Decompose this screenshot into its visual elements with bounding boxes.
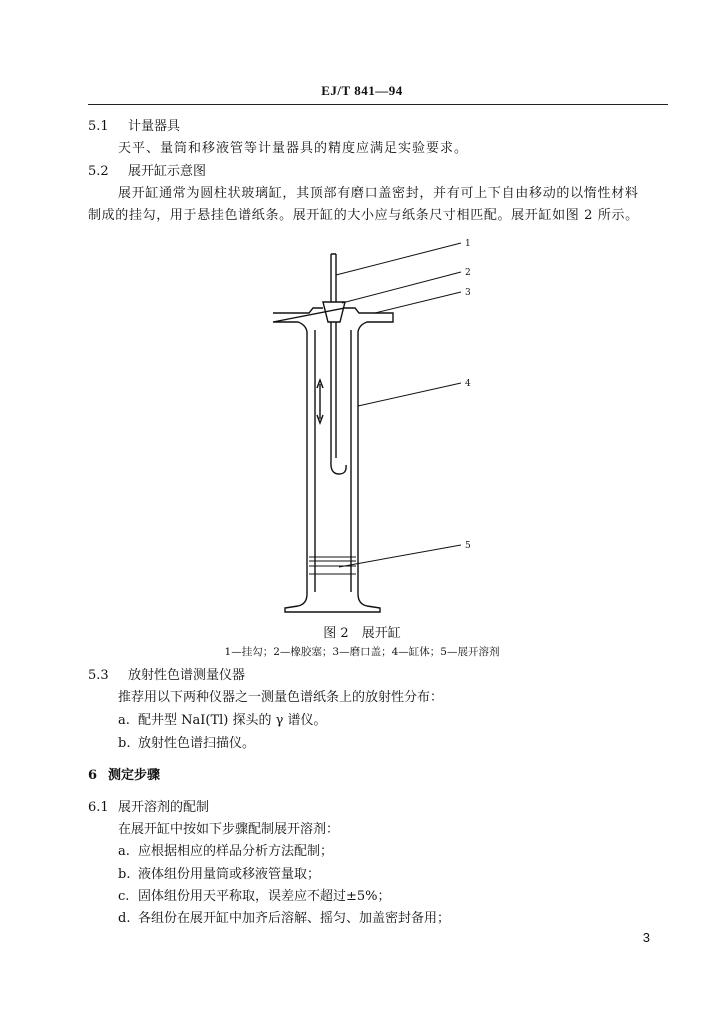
section-title: 展开缸示意图 bbox=[128, 164, 207, 179]
section-number: 5.3 bbox=[88, 668, 109, 683]
list-item bbox=[118, 713, 327, 729]
section-5-3-intro: 推荐用以下两种仪器之一测量色谱纸条上的放射性分布： bbox=[118, 690, 444, 705]
section-number: 5.1 bbox=[88, 119, 109, 134]
developing-tank-figure bbox=[255, 234, 495, 614]
up-down-arrow bbox=[317, 380, 323, 423]
section-6-1-heading bbox=[88, 800, 209, 816]
hook-wire bbox=[331, 322, 346, 474]
section-5-2-heading bbox=[88, 164, 206, 180]
section-title: 计量器具 bbox=[128, 119, 181, 134]
list-marker: c. bbox=[118, 889, 130, 904]
page-number: 3 bbox=[642, 930, 650, 945]
list-text: 应根据相应的样品分析方法配制； bbox=[138, 844, 334, 859]
list-text: 各组份在展开缸中加齐后溶解、摇匀、加盖密封备用； bbox=[138, 911, 451, 926]
section-5-1-heading bbox=[88, 119, 180, 135]
callout-leaders bbox=[336, 243, 461, 567]
list-item bbox=[118, 889, 391, 905]
list-marker: b. bbox=[118, 736, 131, 751]
list-text: 放射性色谱扫描仪。 bbox=[138, 736, 256, 751]
tank-body-inner-wall bbox=[315, 330, 351, 592]
list-text: 液体组份用量筒或移液管量取； bbox=[138, 867, 321, 882]
section-5-2-paragraph-line-1: 展开缸通常为圆柱状玻璃缸，其顶部有磨口盖密封，并有可上下自由移动的以惰性材料 bbox=[118, 186, 639, 201]
section-title: 放射性色谱测量仪器 bbox=[128, 668, 246, 683]
header-rule bbox=[88, 104, 668, 105]
callout-1: 1 bbox=[465, 239, 471, 249]
list-item bbox=[118, 911, 450, 927]
figure-caption-title: 图 2 展开缸 bbox=[323, 626, 401, 641]
section-5-3-heading bbox=[88, 668, 245, 684]
list-item bbox=[118, 867, 320, 883]
developing-tank-diagram bbox=[255, 234, 495, 614]
section-number: 6.1 bbox=[88, 800, 109, 815]
list-marker: b. bbox=[118, 867, 131, 882]
list-item bbox=[118, 736, 255, 752]
callout-3: 3 bbox=[465, 288, 471, 298]
section-title: 测定步骤 bbox=[108, 768, 161, 783]
hook-rod bbox=[331, 254, 336, 302]
callout-2: 2 bbox=[465, 268, 471, 278]
section-6-heading bbox=[88, 768, 160, 784]
list-item bbox=[118, 844, 333, 860]
list-marker: a. bbox=[118, 713, 130, 728]
section-title: 展开溶剂的配制 bbox=[118, 800, 210, 815]
section-6-1-intro: 在展开缸中按如下步骤配制展开溶剂： bbox=[118, 822, 340, 837]
list-text: 固体组份用天平称取，误差应不超过±5%； bbox=[138, 889, 391, 904]
document-code-header: EJ/T 841—94 bbox=[321, 83, 403, 98]
section-number: 5.2 bbox=[88, 164, 109, 179]
figure-caption-legend: 1—挂勾；2—橡胶塞；3—磨口盖；4—缸体；5—展开溶剂 bbox=[224, 646, 500, 658]
section-5-1-text: 天平、量筒和移液管等计量器具的精度应满足实验要求。 bbox=[118, 141, 469, 156]
section-5-2-paragraph-line-2: 制成的挂勾，用于悬挂色谱纸条。展开缸的大小应与纸条尺寸相匹配。展开缸如图 2 所示。 bbox=[88, 208, 639, 223]
list-marker: d. bbox=[118, 911, 131, 926]
callout-4: 4 bbox=[465, 379, 471, 389]
callout-5: 5 bbox=[465, 541, 471, 551]
list-marker: a. bbox=[118, 844, 130, 859]
section-number: 6 bbox=[88, 768, 98, 783]
list-text: 配井型 NaI(Tl) 探头的 γ 谱仪。 bbox=[138, 713, 327, 728]
